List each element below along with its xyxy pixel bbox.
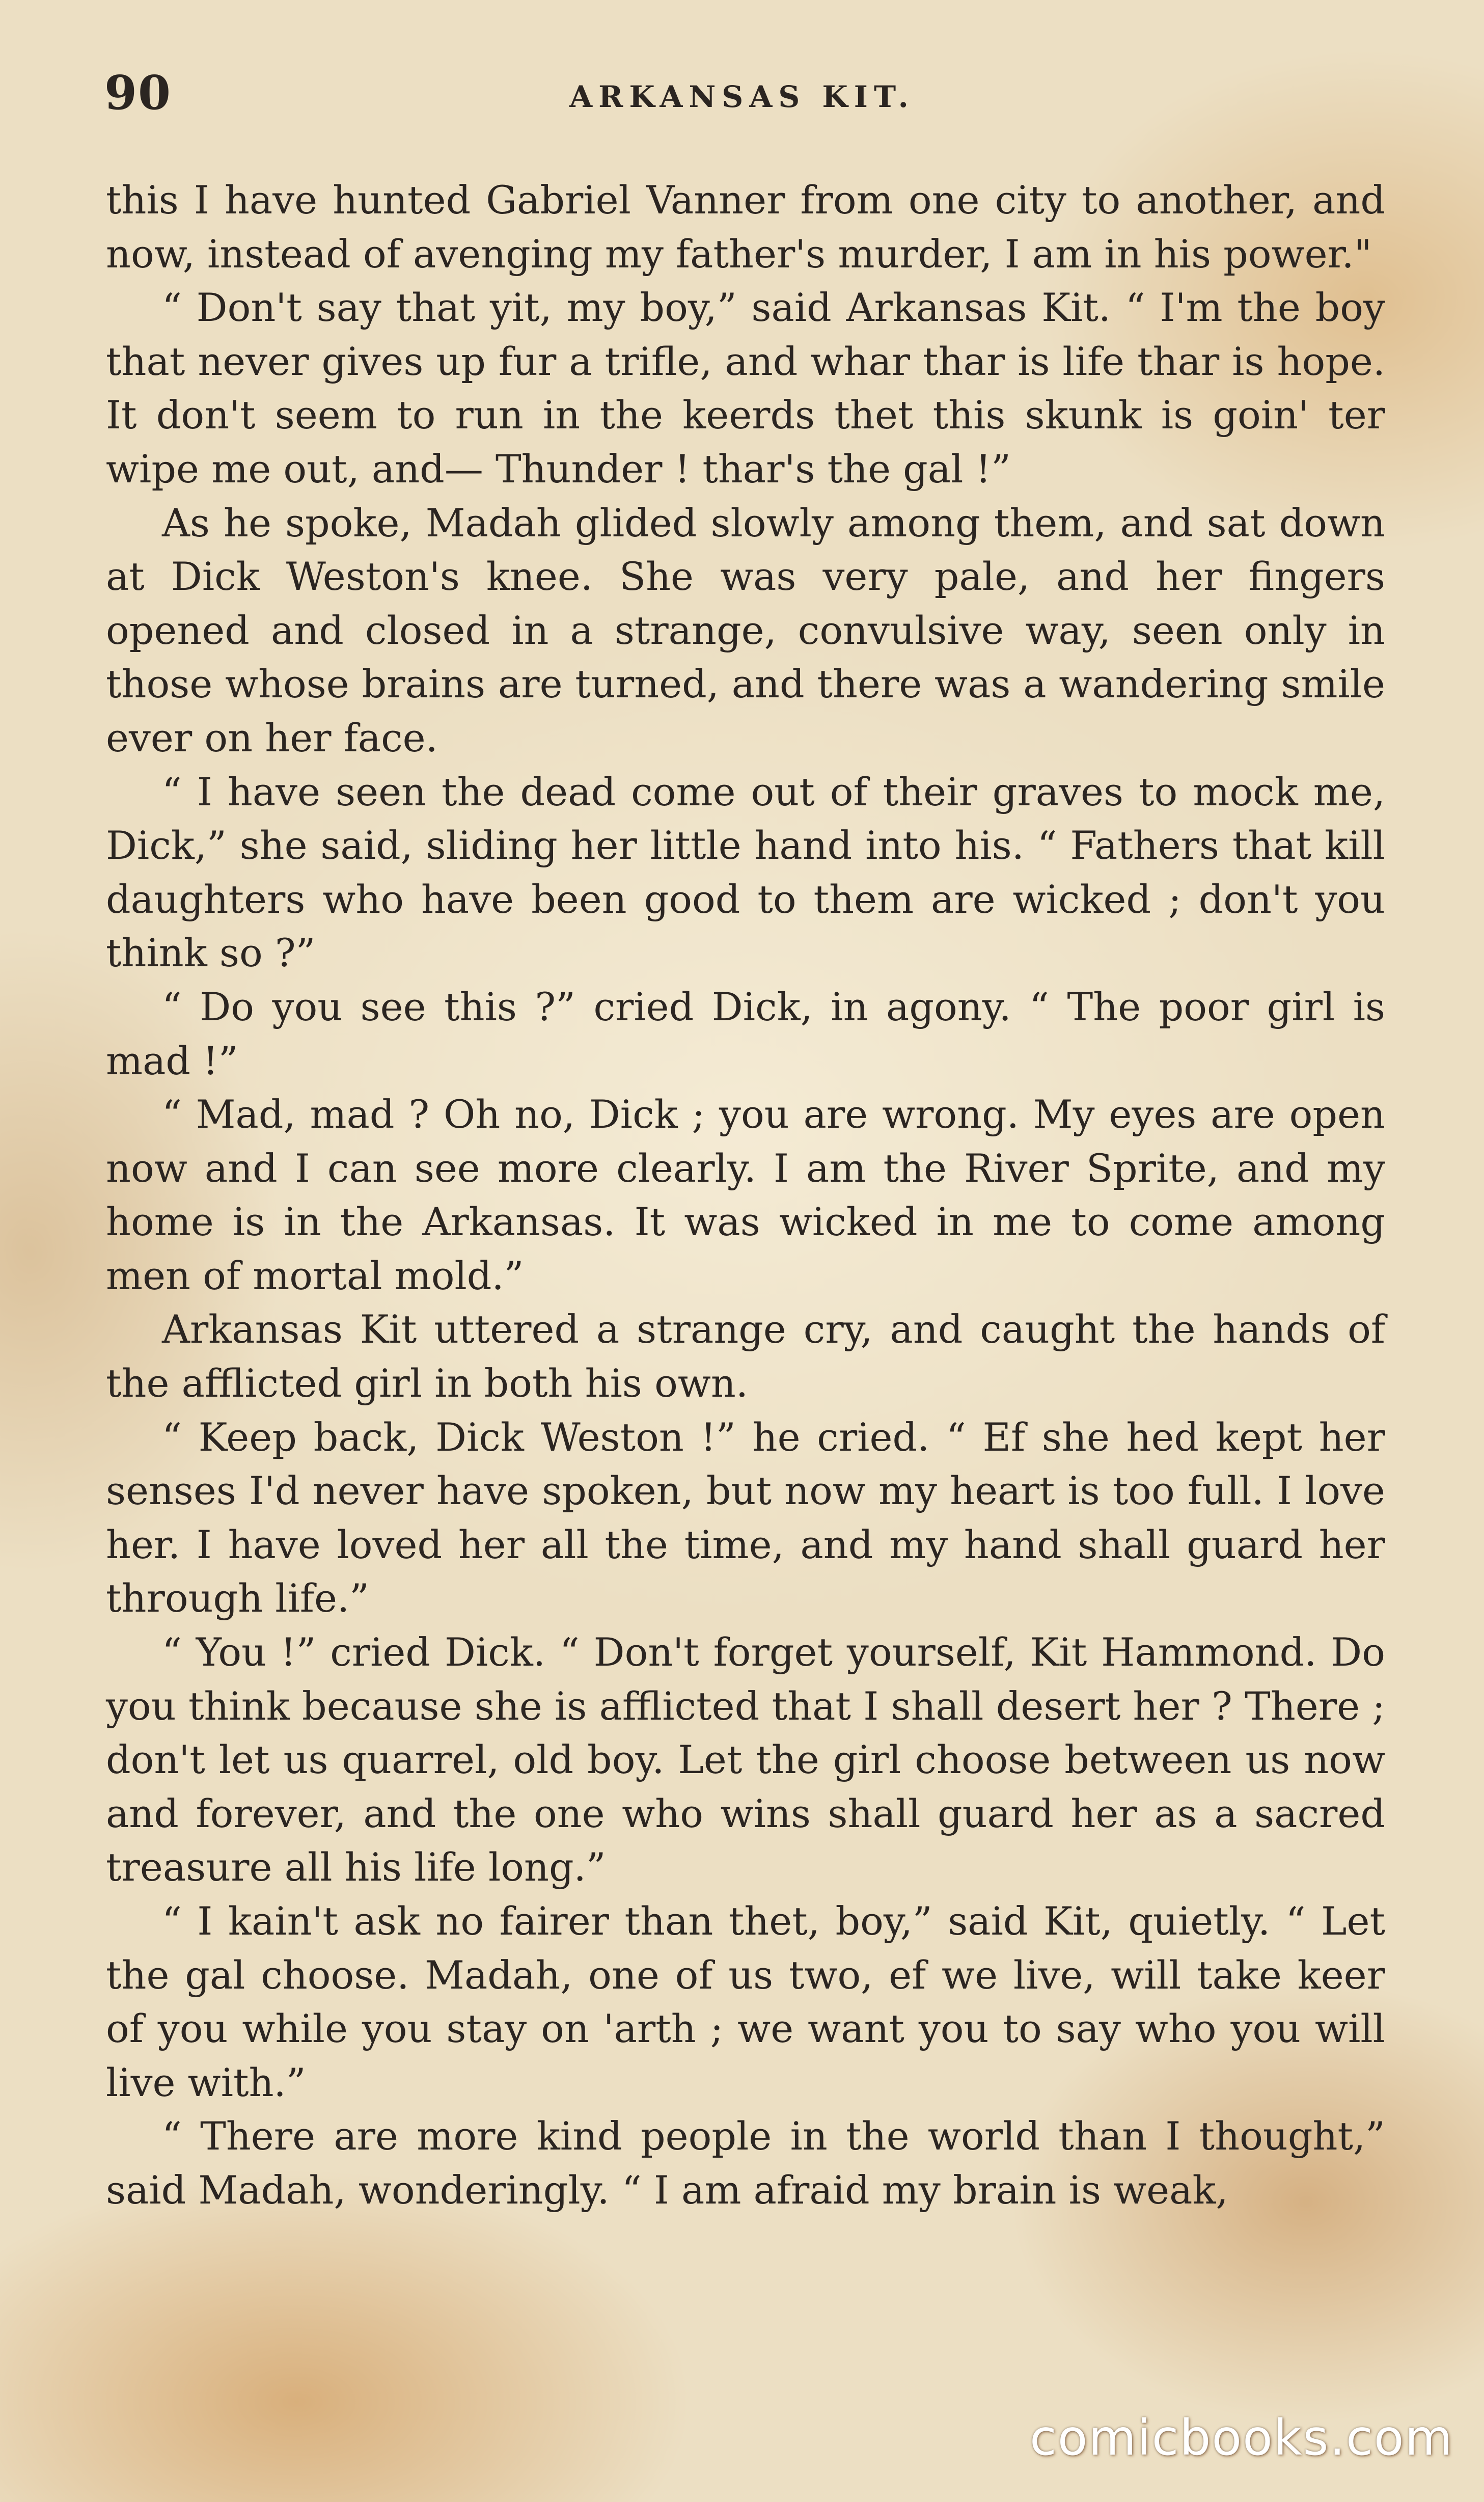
paragraph: this I have hunted Gabriel Vanner from one city to another, and now, instead of avenging my father's murder, I am in his power." <box>106 177 1385 277</box>
page-header <box>104 65 1380 137</box>
page-number: 90 <box>104 65 172 120</box>
paragraph: “ I kain't ask no fairer than thet, boy,” said Kit, quietly. “ Let the gal choose. Madah, one of us two, ef we live, will take keer of you while you stay on 'arth ; we want you to say who you will live with.” <box>106 1898 1385 2105</box>
paragraph: “ Don't say that yit, my boy,” said Arkansas Kit. “ I'm the boy that never gives up fur a trifle, and whar thar is life thar is hope. It don't seem to run in the keerds thet this skunk is goin' ter wipe me out, and— Thunder ! thar's the gal !” <box>106 285 1385 492</box>
watermark: comicbooks.com <box>1029 2409 1453 2466</box>
running-head: ARKANSAS KIT. <box>569 79 915 114</box>
paragraph: “ Mad, mad ? Oh no, Dick ; you are wrong. My eyes are open now and I can see more clearly. I am the River Sprite, and my home is in the Arkansas. It was wicked in me to come among men of mortal mold.” <box>106 1092 1385 1298</box>
paragraph: As he spoke, Madah glided slowly among them, and sat down at Dick Weston's knee. She was very pale, and her fingers opened and closed in a strange, convulsive way, seen only in those whose brains are turned, and there was a wandering smile ever on her face. <box>106 500 1385 760</box>
body-text <box>106 173 1385 2217</box>
paragraph: “ Keep back, Dick Weston !” he cried. “ Ef she hed kept her senses I'd never have spoken, but now my heart is too full. I love her. I have loved her all the time, and my hand shall guard her through life.” <box>106 1414 1385 1621</box>
paragraph: “ Do you see this ?” cried Dick, in agony. “ The poor girl is mad !” <box>106 984 1385 1083</box>
paragraph: “ There are more kind people in the world than I thought,” said Madah, wonderingly. “ I am afraid my brain is weak, <box>106 2113 1385 2213</box>
paragraph: “ I have seen the dead come out of their graves to mock me, Dick,” she said, sliding her little hand into his. “ Fathers that kill daughters who have been good to them are wicked ; don't you think so ?” <box>106 769 1385 976</box>
paragraph: “ You !” cried Dick. “ Don't forget yourself, Kit Hammond. Do you think because she is afflicted that I shall desert her ? There ; don't let us quarrel, old boy. Let the girl choose between us now and forever, and the one who wins shall guard her as a sacred treasure all his life long.” <box>106 1629 1385 1890</box>
paragraph: Arkansas Kit uttered a strange cry, and caught the hands of the afflicted girl in both his own. <box>106 1307 1385 1406</box>
